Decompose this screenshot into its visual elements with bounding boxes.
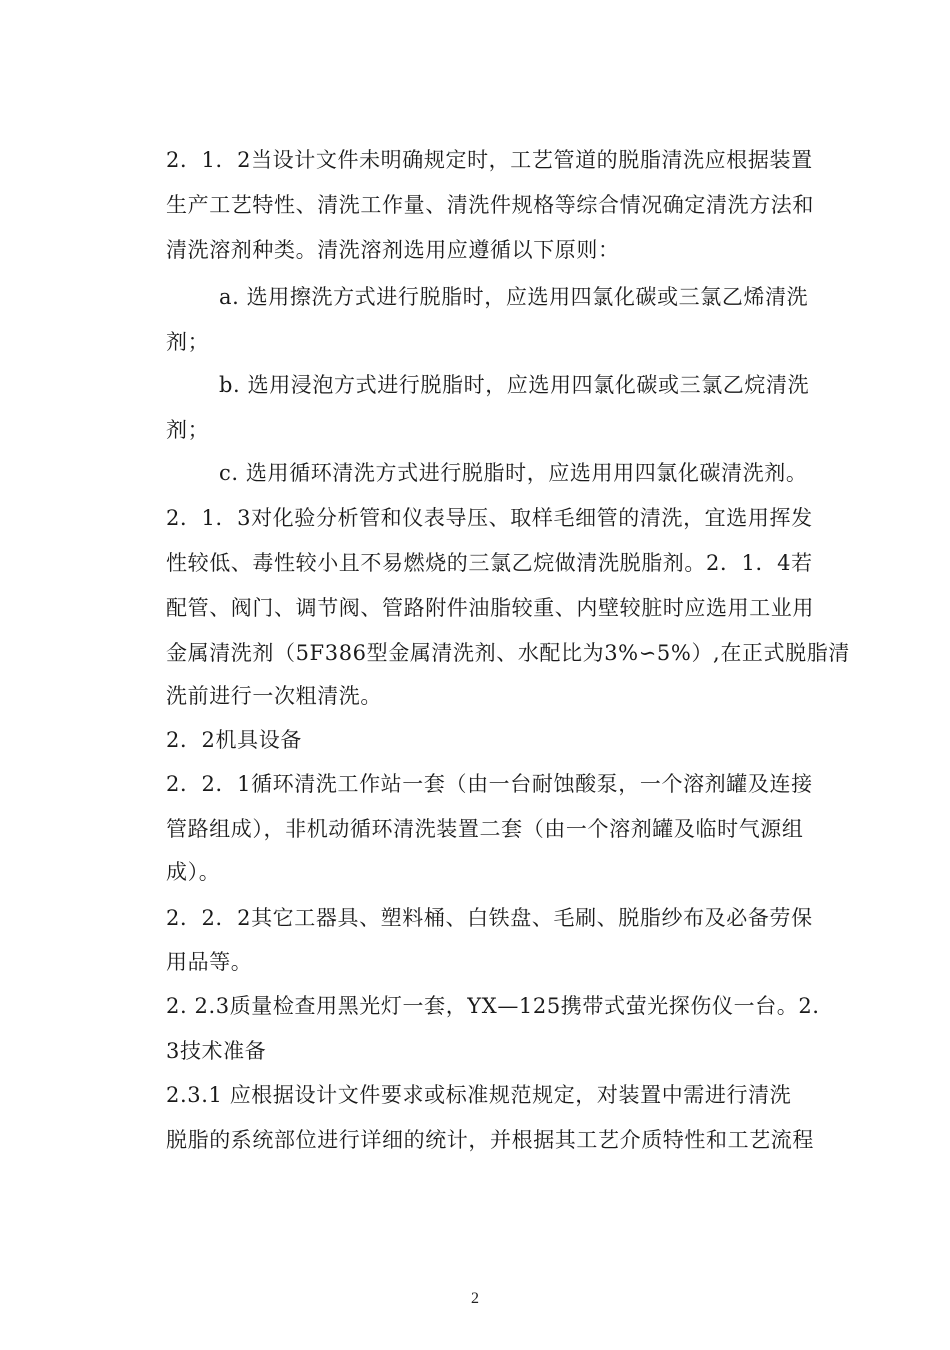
text-line: 配管、阀门、调节阀、管路附件油脂较重、内壁较脏时应选用工业用 [166,596,814,620]
text-line: 脱脂的系统部位进行详细的统计，并根据其工艺介质特性和工艺流程 [166,1128,814,1152]
text-line: 剂； [166,418,210,442]
list-item-c: c. 选用循环清洗方式进行脱脂时，应选用用四氯化碳清洗剂。 [219,461,808,485]
text-line: 2．2．2其它工器具、塑料桶、白铁盘、毛刷、脱脂纱布及必备劳保 [166,906,813,930]
section-heading: 3技术准备 [166,1039,267,1063]
page-number: 2 [471,1290,479,1307]
text-line: 用品等。 [166,950,253,974]
text-line: 成）。 [166,860,221,884]
text-line: 2．1．2当设计文件未明确规定时，工艺管道的脱脂清洗应根据装置 [166,148,813,172]
section-heading: 2．2机具设备 [166,728,302,752]
text-line: 清洗溶剂种类。清洗溶剂选用应遵循以下原则： [166,238,620,262]
text-line: 2. 2.3质量检查用黑光灯一套，YX—125携带式萤光探伤仪一台。2． [166,994,834,1018]
text-line: 管路组成），非机动循环清洗装置二套（由一个溶剂罐及临时气源组 [166,817,804,841]
text-line: 2.3.1 应根据设计文件要求或标准规范规定，对装置中需进行清洗 [166,1083,792,1107]
text-line: 洗前进行一次粗清洗。 [166,684,382,708]
text-line: 生产工艺特性、清洗工作量、清洗件规格等综合情况确定清洗方法和 [166,193,814,217]
text-line: 金属清洗剂（5F386型金属清洗剂、水配比为3%∽5%）,在正式脱脂清 [166,641,850,665]
text-line: 剂； [166,330,210,354]
text-line: 性较低、毒性较小且不易燃烧的三氯乙烷做清洗脱脂剂。2．1．4若 [166,551,813,575]
text-line: 2．2．1循环清洗工作站一套（由一台耐蚀酸泵，一个溶剂罐及连接 [166,772,813,796]
list-item-a: a. 选用擦洗方式进行脱脂时，应选用四氯化碳或三氯乙烯清洗 [219,285,809,309]
list-item-b: b. 选用浸泡方式进行脱脂时，应选用四氯化碳或三氯乙烷清洗 [219,373,810,397]
text-line: 2．1．3对化验分析管和仪表导压、取样毛细管的清洗，宜选用挥发 [166,506,813,530]
